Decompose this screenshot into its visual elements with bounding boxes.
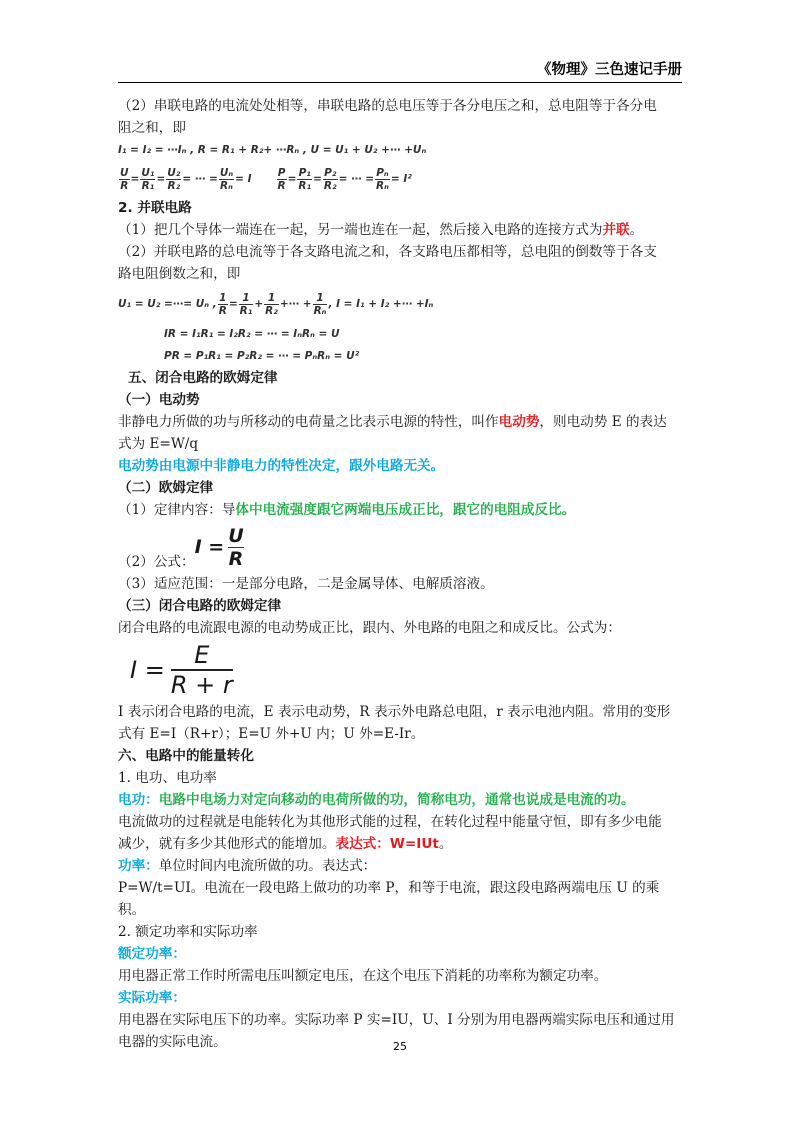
equals-sign: = — [130, 173, 140, 185]
page-content — [118, 95, 684, 1053]
closed-circuit-formula — [118, 639, 684, 701]
section5-sub2: （二）欧姆定律 — [118, 480, 214, 496]
parallel-voltage-eq: U₁ = U₂ =⋯= Uₙ , — [118, 298, 217, 310]
pr-equation — [118, 345, 684, 367]
equals-i: = I — [235, 173, 252, 185]
ohm-formula: I = — [194, 536, 225, 558]
power-label: 功率： — [118, 858, 159, 874]
equals-dots: = ⋯ = — [338, 173, 375, 185]
section5-heading: 五、闭合电路的欧姆定律 — [128, 370, 278, 386]
parallel-heading: 2. 并联电路 — [118, 200, 192, 216]
parallel-keyword: 并联 — [602, 222, 630, 238]
closed-explain-line1: I 表示闭合电路的电流，E 表示电动势，R 表示外电路总电阻，r 表示电池内阻。常用的变形 — [118, 704, 671, 720]
closed-formula-fraction: $\frac{E}{R + r}$ — [170, 641, 233, 699]
fraction-pn-over-rn: $\frac{\text{Pₙ}}{\text{Rₙ}}$ — [376, 166, 389, 192]
power-formula: P=W/t=UI。电流在一段电路上做功的功率 P，和等于电流，跟这段电路两端电压 U 的乘积。 — [118, 880, 660, 918]
electric-work-label: 电功： — [118, 792, 159, 808]
fraction-1-over-rn: $\frac{1}{\text{Rₙ}}$ — [313, 291, 327, 317]
ir-equation-text: IR = I₁R₁ = I₂R₂ = ⋯ = IₙRₙ = U — [164, 328, 340, 340]
work-expression: 表达式：W=IUt — [335, 836, 439, 852]
section5-sub3: （三）闭合电路的欧姆定律 — [118, 598, 282, 614]
series-equation-text: I₁ = I₂ = ⋯Iₙ , R = R₁ + R₂+ ⋯Rₙ , U = U₁ + U₂ +⋯ +Uₙ — [118, 144, 427, 156]
page-header-title: 《物理》三色速记手册 — [537, 62, 682, 78]
work-text-line2: 减少，就有多少其他形式的能增加。表达式：W=IUt。 — [118, 836, 453, 852]
actual-power-line2: 电器的实际电流。 — [118, 1034, 227, 1050]
actual-power-line1: 用电器在实际电压下的功率。实际功率 P 实=IU，U、I 分别为用电器两端实际电压和通过用 — [118, 1012, 675, 1028]
parallel-equation — [118, 285, 684, 323]
equals-sign: = — [313, 173, 322, 185]
header-rule — [118, 82, 682, 83]
section6-heading: 六、电路中的能量转化 — [118, 748, 254, 764]
series-paragraph-line2: 阻之和，即 — [118, 120, 186, 136]
closed-formula-i: I = — [130, 656, 165, 684]
equals-sign: = — [228, 298, 238, 310]
closed-circuit-text: 闭合电路的电流跟电源的电动势成正比，跟内、外电路的电阻之和成反比。公式为： — [118, 620, 621, 636]
rated-power-def: 用电器正常工作时所需电压叫额定电压，在这个电压下消耗的功率称为额定功率。 — [118, 968, 608, 984]
ohm-fraction: $\frac{U}{R}$ — [228, 524, 244, 570]
section6-sub1: 1. 电功、电功率 — [118, 770, 217, 786]
rated-power-label: 额定功率： — [118, 946, 186, 962]
series-ratio-equations — [118, 161, 684, 197]
electric-work-definition — [118, 789, 684, 811]
series-paragraph-line1: （2）串联电路的电流处处相等，串联电路的总电压等于各分电压之和，总电阻等于各分电 — [118, 98, 657, 114]
fraction-1-over-r: $\frac{1}{R}$ — [218, 291, 227, 317]
emf-definition-line2: 式为 E=W/q — [118, 436, 199, 452]
fraction-1-over-r2: $\frac{1}{\text{R₂}}$ — [265, 291, 278, 317]
emf-keyword: 电动势 — [498, 414, 540, 430]
power-definition: 功率：单位时间内电流所做的功。表达式： — [118, 858, 377, 874]
formula-label: （2）公式： — [118, 554, 195, 570]
series-equation — [118, 139, 684, 161]
ohm-law-content: （1）定律内容：导体中电流强度跟它两端电压成正比，跟它的电阻成反比。 — [118, 502, 576, 518]
ohm-formula-row — [118, 521, 684, 573]
equals-i-squared: = I² — [390, 173, 412, 185]
fraction-un-over-rn: $\frac{\text{Uₙ}}{\text{Rₙ}}$ — [219, 166, 234, 192]
ohm-law-statement: 体中电流强度跟它两端电压成正比，跟它的电阻成反比。 — [235, 502, 576, 518]
fraction-p1-over-r1: $\frac{\text{P₁}}{\text{R₁}}$ — [298, 166, 312, 192]
parallel-paragraph-2-line2: 路电阻倒数之和，即 — [118, 266, 241, 282]
fraction-u1-over-r1: $\frac{\text{U₁}}{\text{R₁}}$ — [141, 166, 155, 192]
fraction-p-over-r: $\frac{P}{R}$ — [277, 166, 286, 192]
actual-power-label: 实际功率： — [118, 990, 186, 1006]
ohm-scope: （3）适应范围：一是部分电路，二是金属导体、电解质溶液。 — [118, 576, 494, 592]
emf-note: 电动势由电源中非静电力的特性决定，跟外电路无关。 — [118, 458, 445, 474]
emf-definition-line1: 非静电力所做的功与所移动的电荷量之比表示电源的特性，叫作电动势，则电动势 E 的表达 — [118, 414, 667, 430]
ir-equation — [118, 323, 684, 345]
equals-dots: = ⋯ = — [182, 173, 218, 185]
fraction-1-over-r1: $\frac{1}{\text{R₁}}$ — [239, 291, 253, 317]
parallel-paragraph-2-line1: （2）并联电路的总电流等于各支路电流之和，各支路电压都相等，总电阻的倒数等于各支 — [118, 244, 657, 260]
fraction-u-over-r: $\frac{U}{R}$ — [120, 166, 129, 192]
plus-dots: +⋯ + — [279, 298, 312, 310]
page-number: 25 — [393, 1040, 407, 1053]
section5-sub1: （一）电动势 — [118, 392, 200, 408]
work-text-line1: 电流做功的过程就是电能转化为其他形式能的过程，在转化过程中能量守恒，即有多少电能 — [118, 814, 662, 830]
fraction-p2-over-r2: $\frac{\text{P₂}}{\text{R₂}}$ — [323, 166, 337, 192]
section6-sub2: 2. 额定功率和实际功率 — [118, 924, 258, 940]
plus-sign: + — [254, 298, 264, 310]
equals-sign: = — [287, 173, 297, 185]
closed-explain-line2: 式有 E=I（R+r）；E=U 外+U 内；U 外=E-Ir。 — [118, 726, 425, 742]
fraction-u2-over-r2: $\frac{\text{U₂}}{\text{R₂}}$ — [167, 166, 181, 192]
pr-equation-text: PR = P₁R₁ = P₂R₂ = ⋯ = PₙRₙ = U² — [164, 350, 360, 362]
parallel-paragraph-1: （1）把几个导体一端连在一起，另一端也连在一起，然后接入电路的连接方式为并联。 — [118, 222, 644, 238]
parallel-current-eq: , I = I₁ + I₂ +⋯ +Iₙ — [328, 298, 434, 310]
electric-work-def: 电路中电场力对定向移动的电荷所做的功，简称电功，通常也说成是电流的功。 — [158, 792, 635, 808]
equals-sign: = — [156, 173, 166, 185]
